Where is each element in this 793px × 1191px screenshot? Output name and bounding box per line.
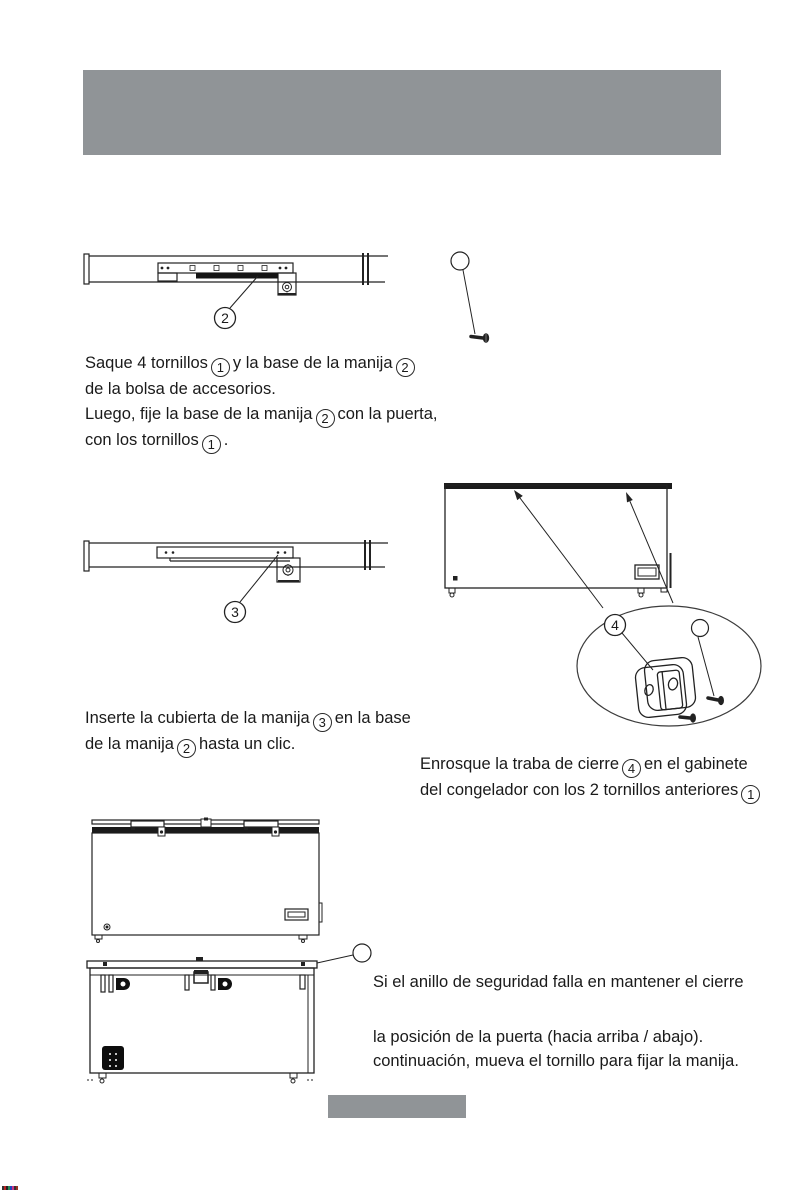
empty-callout-circle <box>692 620 709 637</box>
diagram-door-handle-base <box>82 250 482 355</box>
step4-line-1 <box>373 970 744 995</box>
text-segment: de la bolsa de accesorios. <box>85 380 276 398</box>
svg-text:2: 2 <box>221 310 229 326</box>
lock-catch <box>635 657 697 719</box>
text-segment: Enrosque la traba de cierre <box>420 755 620 773</box>
instruction-line <box>85 732 411 758</box>
circled-number-1: 1 <box>741 785 760 804</box>
text-segment: en la base <box>334 709 411 727</box>
step4-line-3 <box>373 1049 739 1074</box>
screw-icon <box>471 333 489 343</box>
empty-callout-circle <box>451 252 469 270</box>
lock-icon <box>104 924 110 930</box>
circled-number-2: 2 <box>177 739 196 758</box>
bracket-screw-icon <box>283 564 293 576</box>
footer-band <box>328 1095 466 1118</box>
handle-dark-bar <box>196 273 278 279</box>
text-segment: con los tornillos <box>85 430 199 449</box>
empty-callout-circle <box>353 944 371 962</box>
text-segment: Inserte la cubierta de la manija <box>85 709 310 727</box>
pointer-arrows <box>514 490 673 608</box>
screw-icon <box>708 696 724 705</box>
handle-base-plate <box>158 263 293 273</box>
compressor-box <box>102 1046 124 1070</box>
instruction-line <box>85 428 437 454</box>
text-segment: continuación, mueva el tornillo para fijar la manija. <box>373 1052 739 1070</box>
freezer-lid <box>444 483 672 489</box>
print-color-bar <box>2 1186 18 1190</box>
circled-number-1: 1 <box>211 358 230 377</box>
diagram-freezer-lock-catch <box>440 478 780 748</box>
instruction-line <box>420 752 763 778</box>
text-segment: del congelador con los 2 tornillos anteriores <box>420 781 739 799</box>
diagram-freezer-back <box>85 942 377 1088</box>
part-label-lock-catch <box>605 615 626 636</box>
step3-instructions <box>420 752 763 804</box>
freezer-lid <box>92 827 319 833</box>
circled-number-3: 3 <box>313 713 332 732</box>
circled-number-2: 2 <box>316 409 335 428</box>
text-segment: de la manija <box>85 735 174 753</box>
instruction-line <box>85 351 437 377</box>
center-latch-tab <box>201 818 211 828</box>
part-label-handle-base <box>215 308 236 329</box>
svg-text:4: 4 <box>611 617 619 633</box>
instruction-line <box>85 402 437 428</box>
freezer-feet <box>449 588 667 597</box>
text-segment: Saque 4 tornillos <box>85 354 208 372</box>
screw-dots <box>161 267 288 270</box>
step2-instructions <box>85 706 411 758</box>
text-segment: con la puerta, <box>337 404 438 423</box>
circled-number-1: 1 <box>202 435 221 454</box>
text-segment: Luego, fije la base de la manija <box>85 404 313 423</box>
text-segment: Si el anillo de seguridad falla en mantener el cierre <box>373 973 744 991</box>
diagram-door-handle-cover <box>82 530 402 630</box>
step4-line-2 <box>373 1025 703 1050</box>
part-label-handle-cover <box>225 602 246 623</box>
text-segment: . <box>223 430 229 449</box>
text-segment: hasta un clic. <box>198 735 296 753</box>
circled-number-4: 4 <box>622 759 641 778</box>
text-segment: en el gabinete <box>644 755 748 773</box>
text-segment: la posición de la puerta (hacia arriba / abajo). <box>373 1028 704 1046</box>
step1-instructions <box>85 351 437 454</box>
instruction-line <box>85 377 437 402</box>
diagram-freezer-front <box>85 815 335 947</box>
bracket-screw-icon <box>283 282 292 293</box>
instruction-line <box>420 778 763 804</box>
instruction-line <box>85 706 411 732</box>
freezer-body <box>445 485 667 588</box>
handle-cover-plate <box>157 547 293 558</box>
diagram-screw-callout <box>440 248 500 348</box>
header-band <box>83 70 721 155</box>
svg-text:3: 3 <box>231 604 239 620</box>
freezer-feet <box>87 1073 315 1083</box>
text-segment: y la base de la manija <box>232 354 393 372</box>
screw-icon <box>680 713 696 722</box>
circled-number-2: 2 <box>396 358 415 377</box>
